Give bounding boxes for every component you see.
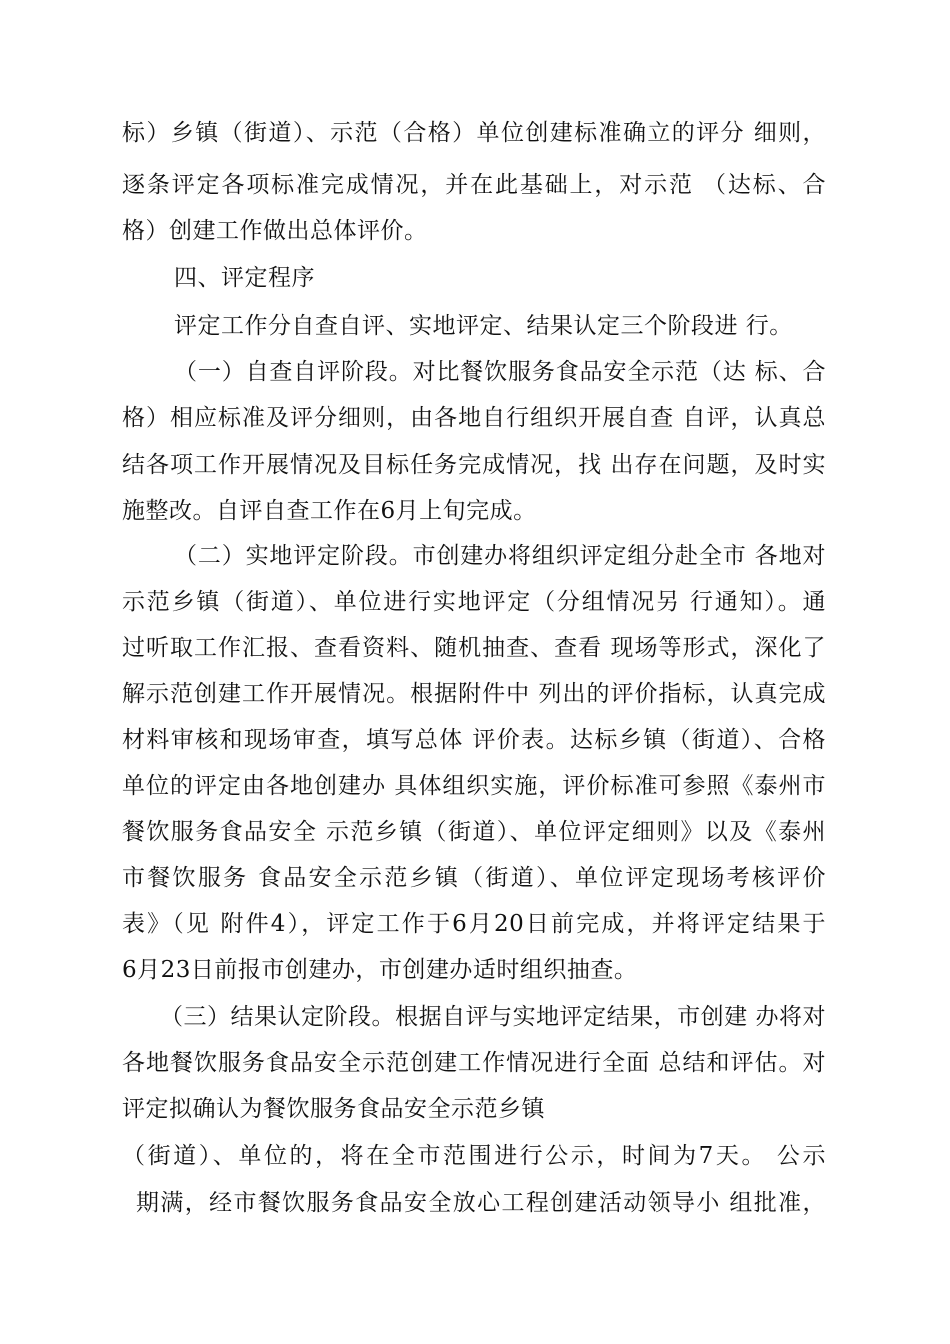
text-line: 标）乡镇（街道）、示范（合格）单位创建标准确立的评分 细则， [122, 120, 826, 146]
text-line: 各地餐饮服务食品安全示范创建工作情况进行全面 总结和评估。对 [122, 1050, 826, 1076]
text-line: 期满，经市餐饮服务食品安全放心工程创建活动领导小 组批准， [136, 1190, 826, 1216]
text-line: 格）创建工作做出总体评价。 [122, 218, 428, 244]
text-line: （一）自查自评阶段。对比餐饮服务食品安全示范（达 标、合 [174, 359, 826, 385]
text-line: 评定工作分自查自评、实地评定、结果认定三个阶段进 行。 [174, 313, 793, 339]
text-line: 示范乡镇（街道）、单位进行实地评定（分组情况另 行通知）。通 [122, 589, 826, 615]
text-line: 过听取工作汇报、查看资料、随机抽查、查看 现场等形式，深化了 [122, 635, 826, 661]
text-line: 解示范创建工作开展情况。根据附件中 列出的评价指标，认真完成 [122, 681, 826, 707]
text-line: 施整改。自评自查工作在6月上旬完成。 [122, 498, 537, 524]
text-line: 材料审核和现场审查，填写总体 评价表。达标乡镇（街道）、合格 [122, 727, 826, 753]
text-line: 6月23日前报市创建办，市创建办适时组织抽查。 [122, 957, 638, 983]
text-line: 表》（见 附件4），评定工作于6月20日前完成，并将评定结果于 [122, 911, 826, 937]
text-line: （街道）、单位的，将在全市范围进行公示，时间为7天。 公示 [122, 1143, 826, 1169]
text-line: 格）相应标准及评分细则，由各地自行组织开展自查 自评，认真总 [122, 405, 826, 431]
text-line: 餐饮服务食品安全 示范乡镇（街道）、单位评定细则》以及《泰州 [122, 819, 826, 845]
text-line: （二）实地评定阶段。市创建办将组织评定组分赴全市 各地对 [174, 543, 826, 569]
text-line: 单位的评定由各地创建办 具体组织实施，评价标准可参照《泰州市 [122, 773, 826, 799]
text-line: （三）结果认定阶段。根据自评与实地评定结果，市创建 办将对 [160, 1004, 826, 1030]
text-line: 评定拟确认为餐饮服务食品安全示范乡镇 [122, 1096, 545, 1122]
text-line: 结各项工作开展情况及目标任务完成情况，找 出存在问题，及时实 [122, 452, 826, 478]
text-line: 逐条评定各项标准完成情况，并在此基础上，对示范 （达标、合 [122, 172, 826, 198]
text-line: 市餐饮服务 食品安全示范乡镇（街道）、单位评定现场考核评价 [122, 865, 826, 891]
section-heading: 四、评定程序 [174, 265, 315, 291]
